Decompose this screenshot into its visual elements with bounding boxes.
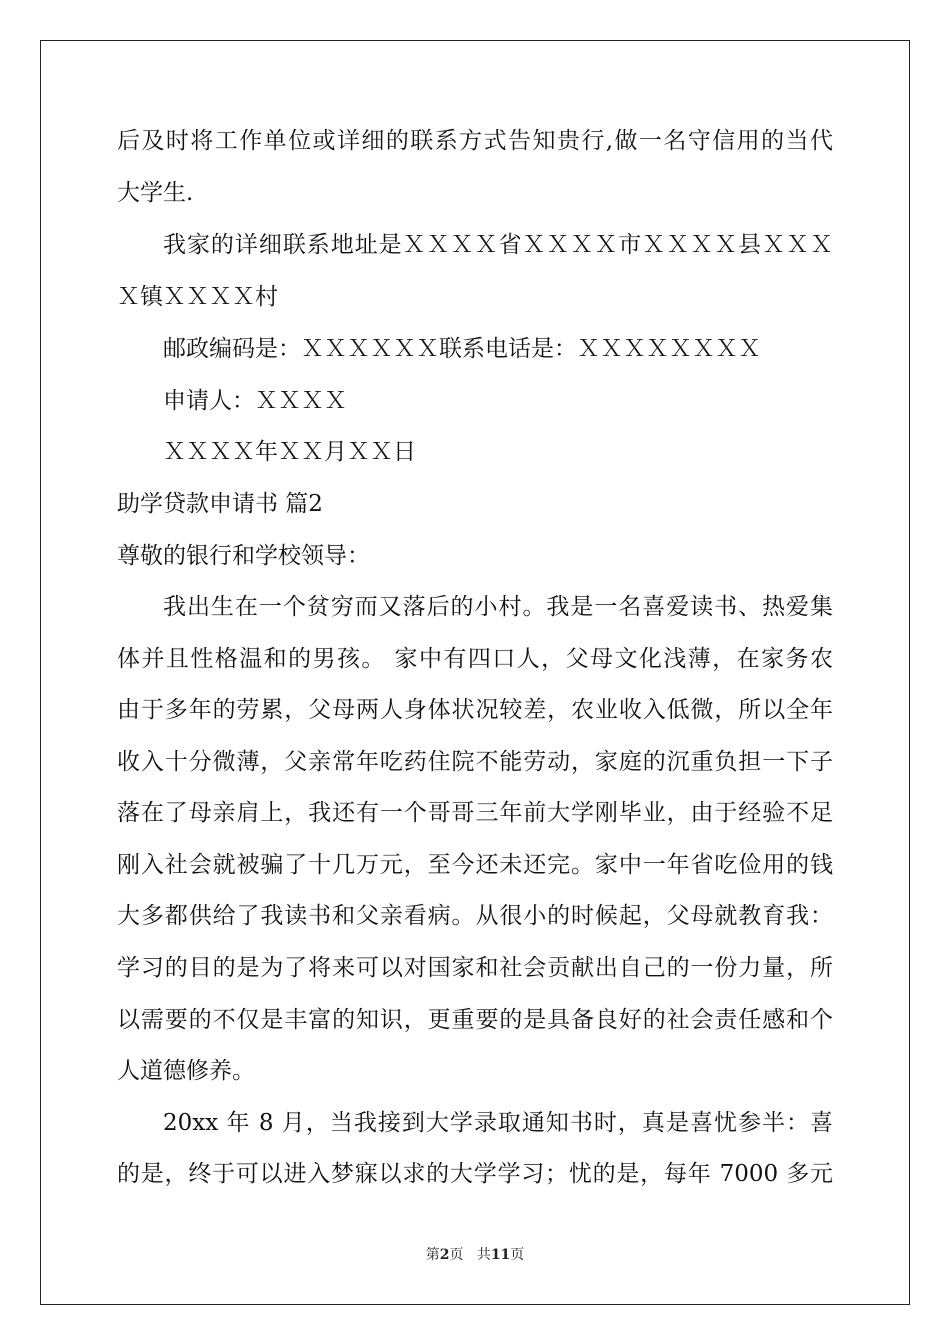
footer-total-suffix: 页 xyxy=(510,1247,525,1263)
text-line: 落在了母亲肩上，我还有一个哥哥三年前大学刚毕业，由于经验不足 xyxy=(117,800,833,826)
text-line: 我家的详细联系地址是ＸＸＸＸ省ＸＸＸＸ市ＸＸＸＸ县ＸＸＸ xyxy=(163,232,833,258)
footer-page-prefix: 第 xyxy=(425,1247,440,1263)
footer-page-suffix: 页 xyxy=(449,1247,464,1263)
text-line: 以需要的不仅是丰富的知识，更重要的是具备良好的社会责任感和个 xyxy=(117,1007,833,1033)
text-line: 收入十分微薄，父亲常年吃药住院不能劳动，家庭的沉重负担一下子 xyxy=(117,749,833,775)
text-line: 大学生. xyxy=(117,180,194,206)
footer-page-number: 2 xyxy=(439,1247,450,1263)
footer-total-pages: 11 xyxy=(490,1247,511,1263)
text-line: ＸＸＸＸ年ＸＸ月ＸＸ日 xyxy=(163,439,416,465)
text-line: 邮政编码是：ＸＸＸＸＸＸ联系电话是：ＸＸＸＸＸＸＸＸ xyxy=(163,336,761,362)
section-heading: 助学贷款申请书 篇2 xyxy=(117,491,323,517)
page-footer xyxy=(0,1244,950,1264)
text-line: Ｘ镇ＸＸＸＸ村 xyxy=(117,284,278,310)
text-line: 后及时将工作单位或详细的联系方式告知贵行,做一名守信用的当代 xyxy=(117,128,833,154)
text-line: 20xx 年 8 月，当我接到大学录取通知书时，真是喜忧参半：喜 xyxy=(163,1110,833,1136)
text-line: 大多都供给了我读书和父亲看病。从很小的时候起，父母就教育我： xyxy=(117,903,833,929)
text-line: 人道德修养。 xyxy=(117,1058,255,1084)
text-line: 我出生在一个贫穷而又落后的小村。我是一名喜爱读书、热爱集 xyxy=(163,594,833,620)
salutation: 尊敬的银行和学校领导： xyxy=(117,543,370,569)
text-line: 申请人：ＸＸＸＸ xyxy=(163,388,347,414)
footer-total-prefix: 共 xyxy=(476,1247,491,1263)
text-line: 的是，终于可以进入梦寐以求的大学学习；忧的是，每年 7000 多元 xyxy=(117,1161,833,1187)
text-line: 刚入社会就被骗了十几万元，至今还未还完。家中一年省吃俭用的钱 xyxy=(117,852,833,878)
text-line: 由于多年的劳累，父母两人身体状况较差，农业收入低微，所以全年 xyxy=(117,697,833,723)
text-line: 学习的目的是为了将来可以对国家和社会贡献出自己的一份力量，所 xyxy=(117,955,833,981)
text-line: 体并且性格温和的男孩。 家中有四口人，父母文化浅薄，在家务农 xyxy=(117,646,833,672)
